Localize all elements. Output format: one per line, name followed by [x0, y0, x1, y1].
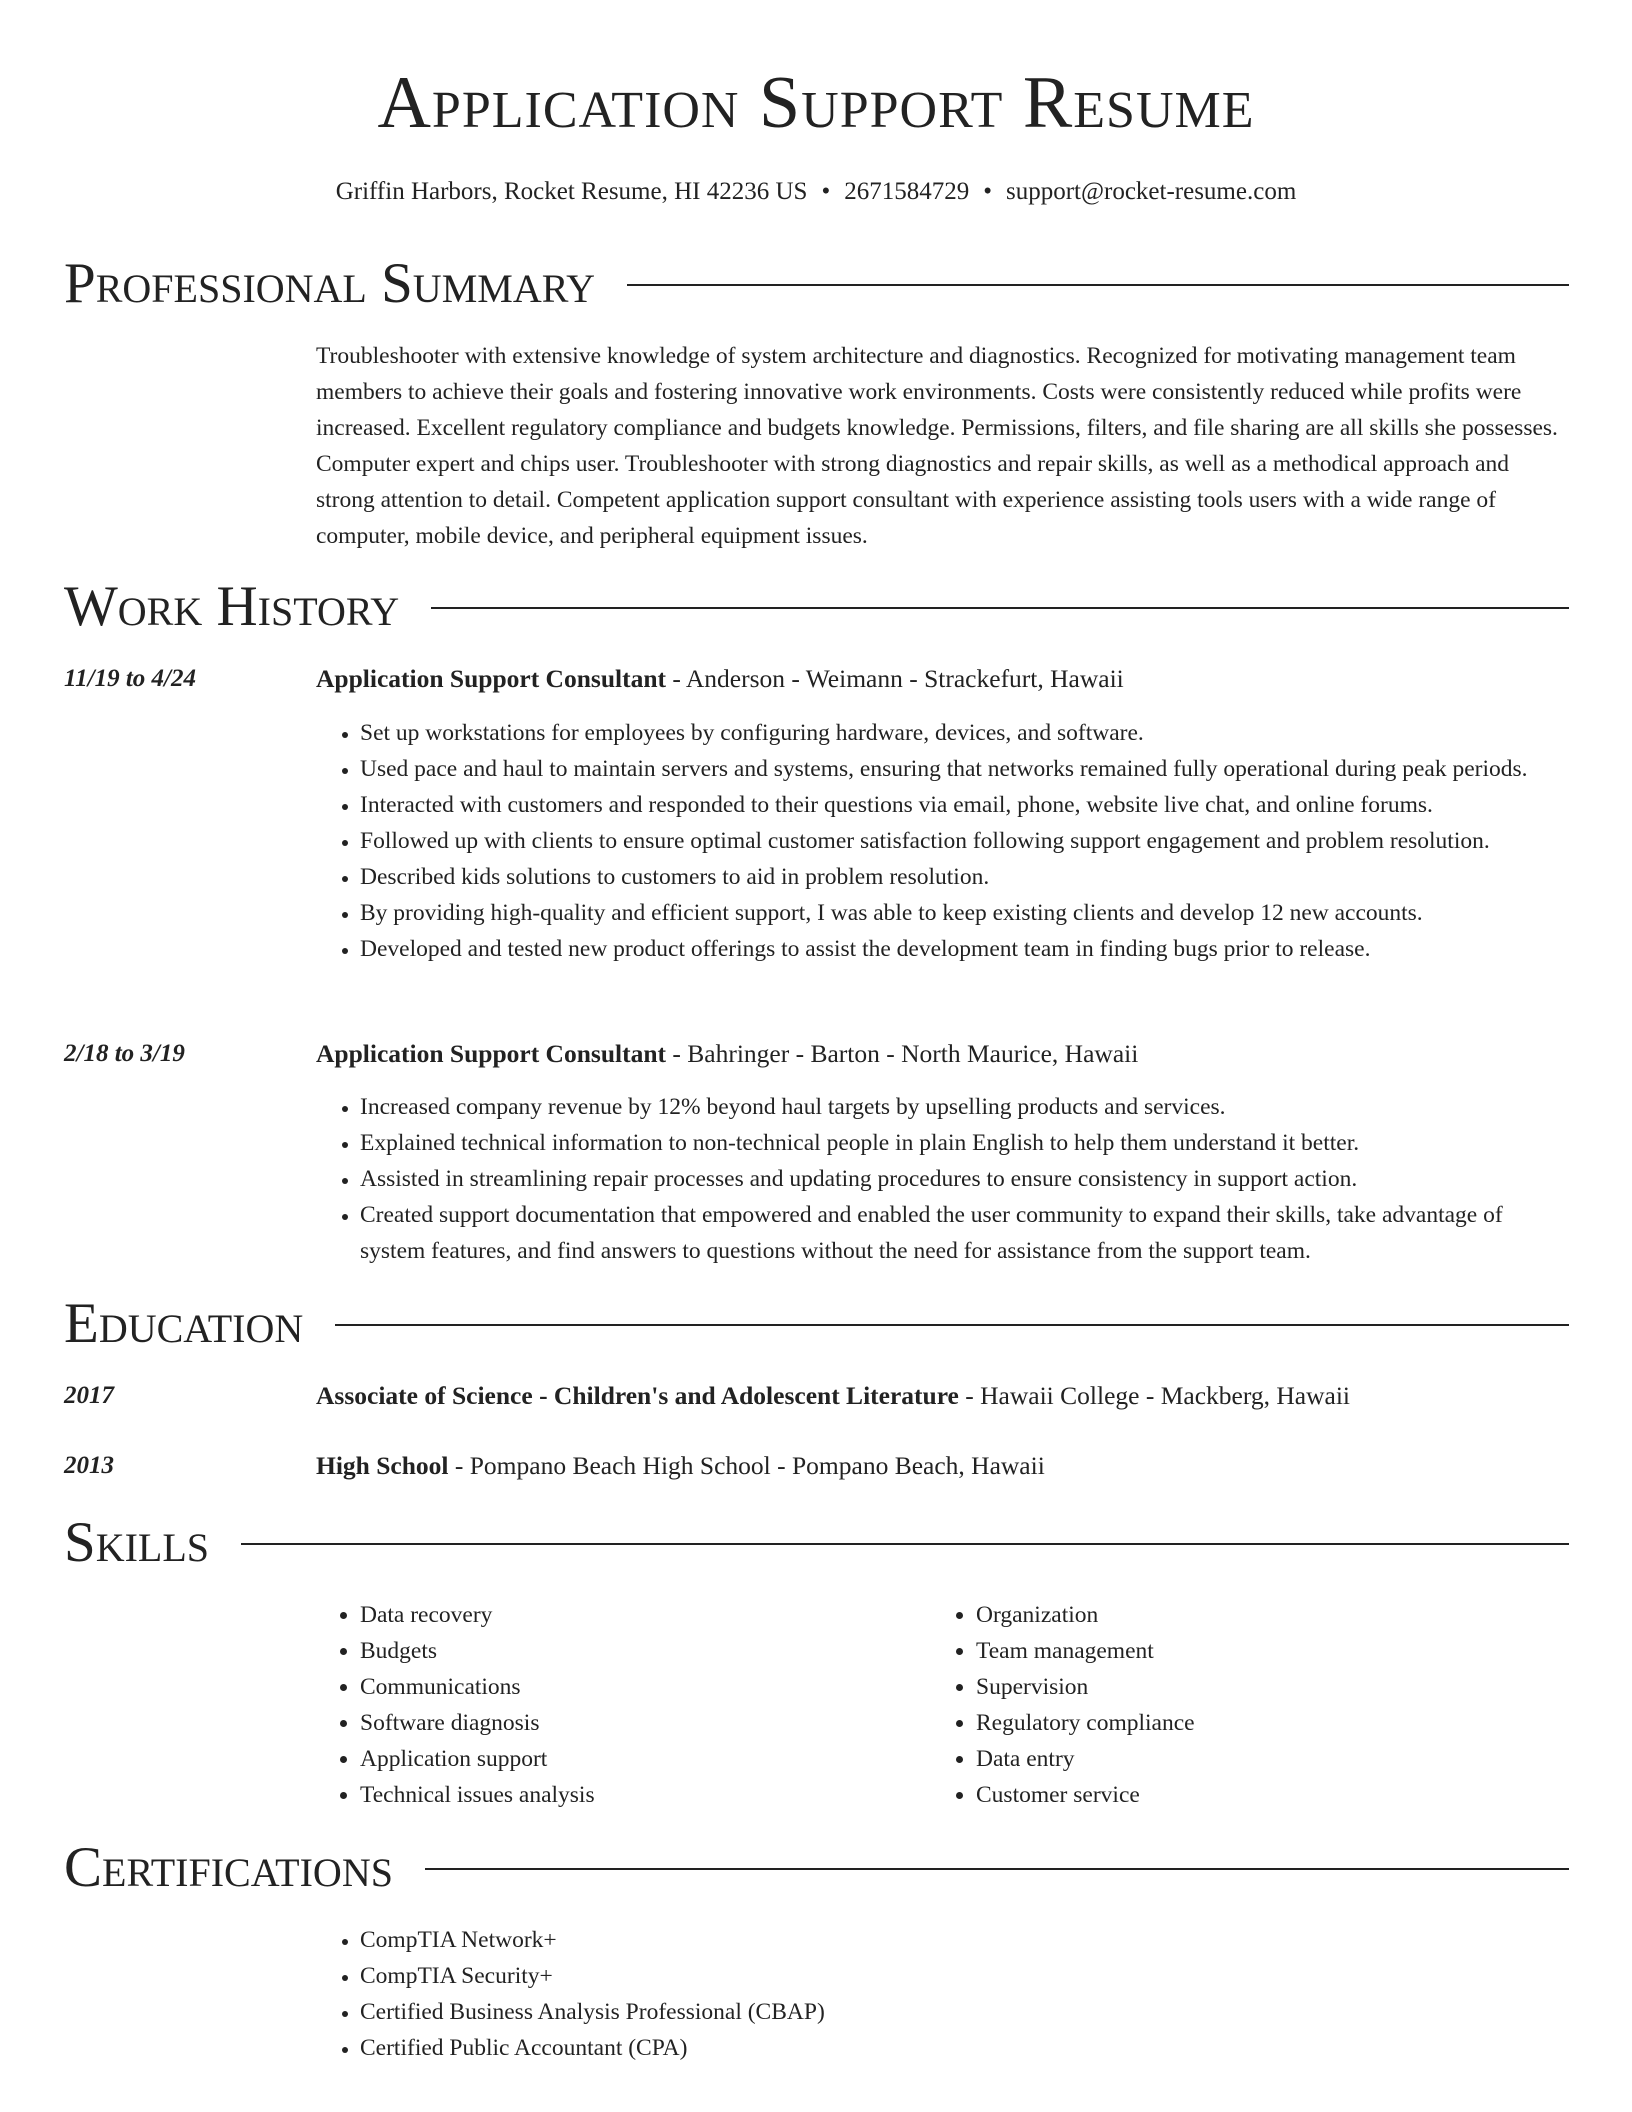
section-heading-summary: [64, 249, 1569, 319]
certification-item: • Certified Business Analysis Professional (CBAP): [360, 1994, 1569, 2030]
skill-item: • Team management: [976, 1633, 1532, 1669]
job-bullets: [316, 1089, 1569, 1269]
job-bullet: • Explained technical information to non-technical people in plain English to help them understand it better.: [360, 1125, 1569, 1161]
skills-list-right: [932, 1597, 1532, 1813]
job-bullet: • Followed up with clients to ensure optimal customer satisfaction following support engagement and problem resolution.: [360, 823, 1569, 859]
job-bullet: • Increased company revenue by 12% beyond haul targets by upselling products and services.: [360, 1089, 1569, 1125]
skills-list-left: [316, 1597, 916, 1813]
contact-phone[interactable]: 2671584729: [844, 178, 970, 205]
contact-email[interactable]: support@rocket-resume.com: [1005, 178, 1297, 205]
section-divider: [335, 1324, 1569, 1326]
education-heading: [316, 1378, 1569, 1414]
certification-item: • CompTIA Security+: [360, 1958, 1569, 1994]
section-divider: [425, 1868, 1569, 1870]
job-title: Application Support Consultant: [316, 1039, 667, 1068]
certification-item: • CompTIA Network+: [360, 1922, 1569, 1958]
certifications-list: [316, 1922, 1569, 2066]
education-year: 2013: [64, 1452, 114, 1479]
skill-item: • Data entry: [976, 1741, 1532, 1777]
job-bullets: [316, 715, 1569, 967]
section-title: Education: [64, 1292, 304, 1355]
skill-item: • Regulatory compliance: [976, 1705, 1532, 1741]
job-title: Application Support Consultant: [316, 664, 667, 693]
job-company: - Bahringer - Barton - North Maurice, Hawaii: [666, 1039, 1139, 1068]
page-title: Application Support Resume: [377, 62, 1255, 144]
job-heading: [316, 1036, 1569, 1072]
section-heading-work-history: [64, 572, 1569, 642]
education-year: 2017: [64, 1382, 114, 1409]
job-bullet: • Created support documentation that empowered and enabled the user community to expand their skills, take advantage of system features, and find answers to questions without the need for assistance from the support team.: [360, 1197, 1569, 1269]
section-divider: [431, 607, 1569, 609]
skill-item: • Communications: [360, 1669, 916, 1705]
skill-item: • Budgets: [360, 1633, 916, 1669]
job-bullet: • Interacted with customers and responded to their questions via email, phone, website live chat, and online forums.: [360, 787, 1569, 823]
section-title: Work History: [64, 575, 400, 638]
contact-separator: •: [983, 178, 992, 205]
skill-item: • Supervision: [976, 1669, 1532, 1705]
section-title: Certifications: [64, 1836, 393, 1899]
skill-item: • Data recovery: [360, 1597, 916, 1633]
summary-paragraph: Troubleshooter with extensive knowledge of system architecture and diagnostics. Recognized for motivating management team members to achieve their goals and fostering innovative work environments. Costs were consistently reduced while profits were increased. Excellent regulatory compliance and budgets knowledge. Permissions, filters, and file sharing are all skills she possesses. Computer expert and chips user. Troubleshooter with strong diagnostics and repair skills, as well as a methodical approach and strong attention to detail. Competent application support consultant with experience assisting tools users with a wide range of computer, mobile device, and peripheral equipment issues.: [316, 343, 1558, 549]
skill-item: • Technical issues analysis: [360, 1777, 916, 1813]
section-title: Skills: [64, 1511, 210, 1574]
job-bullet: • Developed and tested new product offerings to assist the development team in finding bugs prior to release.: [360, 931, 1569, 967]
section-divider: [241, 1543, 1569, 1545]
contact-line: [0, 176, 1632, 208]
skill-item: • Software diagnosis: [360, 1705, 916, 1741]
job-heading: [316, 661, 1569, 697]
education-school: - Pompano Beach High School - Pompano Beach, Hawaii: [448, 1451, 1045, 1480]
education-heading: [316, 1448, 1569, 1484]
education-degree: High School: [316, 1451, 449, 1480]
skill-item: • Organization: [976, 1597, 1532, 1633]
job-bullet: • By providing high-quality and efficient support, I was able to keep existing clients and develop 12 new accounts.: [360, 895, 1569, 931]
section-heading-certifications: [64, 1833, 1569, 1903]
education-degree: Associate of Science - Children's and Adolescent Literature: [316, 1381, 959, 1410]
job-dates: 11/19 to 4/24: [64, 665, 196, 692]
contact-separator: •: [821, 178, 831, 205]
section-divider: [627, 284, 1569, 286]
skill-item: • Application support: [360, 1741, 916, 1777]
section-heading-skills: [64, 1508, 1569, 1578]
job-company: - Anderson - Weimann - Strackefurt, Hawaii: [666, 664, 1124, 693]
section-heading-education: [64, 1289, 1569, 1359]
job-dates: 2/18 to 3/19: [64, 1040, 185, 1067]
job-bullet: • Assisted in streamlining repair processes and updating procedures to ensure consistency in support action.: [360, 1161, 1569, 1197]
education-school: - Hawaii College - Mackberg, Hawaii: [958, 1381, 1350, 1410]
certification-item: • Certified Public Accountant (CPA): [360, 2030, 1569, 2066]
job-bullet: • Used pace and haul to maintain servers and systems, ensuring that networks remained fully operational during peak periods.: [360, 751, 1569, 787]
job-bullet: • Described kids solutions to customers to aid in problem resolution.: [360, 859, 1569, 895]
skill-item: • Customer service: [976, 1777, 1532, 1813]
contact-address: Griffin Harbors, Rocket Resume, HI 42236 US: [335, 178, 808, 205]
section-title: Professional Summary: [64, 252, 596, 315]
job-bullet: • Set up workstations for employees by configuring hardware, devices, and software.: [360, 715, 1569, 751]
